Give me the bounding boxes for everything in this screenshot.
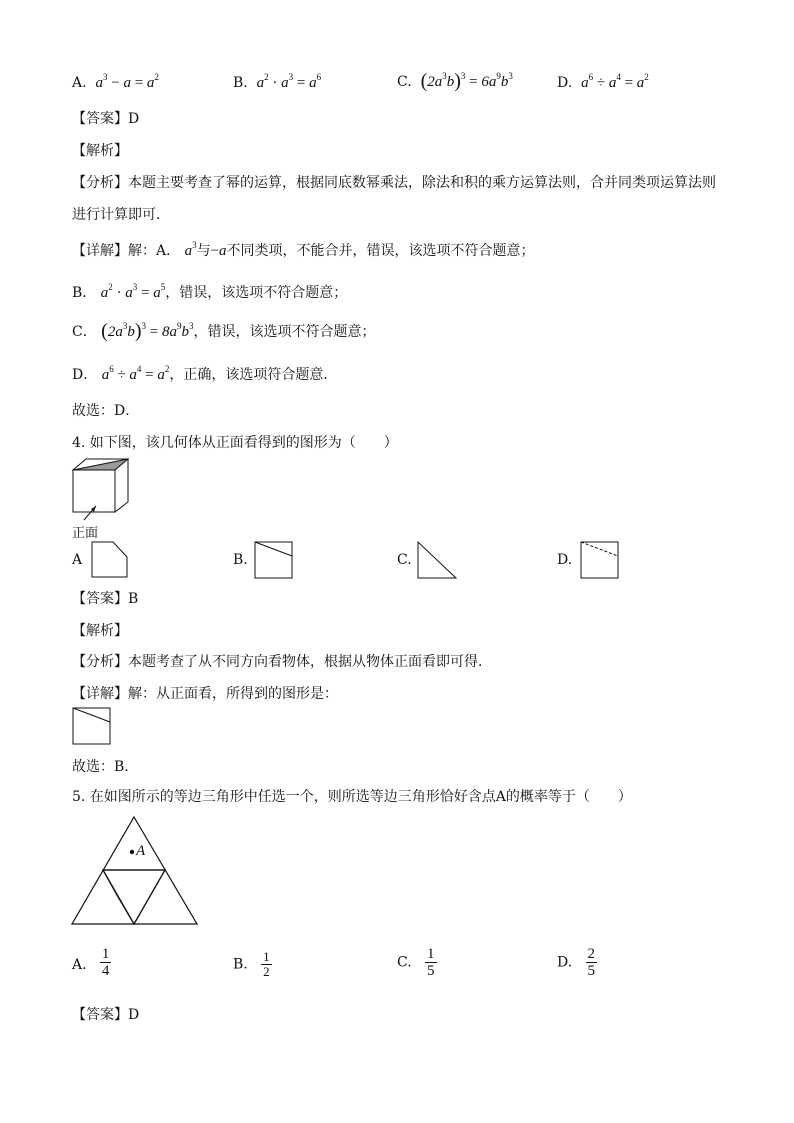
q5-option-d: D. $\frac{2}{5}$ [557, 946, 596, 979]
q3-fenxi: 【分析】本题主要考查了幂的运算，根据同底数幂乘法，除法和积的乘方运算法则，合并同类项运算法则 [72, 175, 716, 191]
q3-analysis-tag: 【解析】 [72, 143, 128, 159]
option-a-expression: $a^3 - a = a^2$ [95, 72, 159, 91]
option-b-expression: $a^2 \cdot a^3 = a^6$ [256, 72, 322, 91]
option-label: D. [557, 75, 573, 91]
q3-detail-a: 【详解】解：A． $a^3$与−a不同类项，不能合并，错误，该选项不符合题意； [72, 240, 535, 259]
q3-detail-b: B． $a^2 \cdot a^3 = a^5$，错误，该选项不符合题意； [72, 282, 348, 301]
q4-option-b-label: B. [233, 552, 248, 568]
point-a-label: A [136, 843, 146, 859]
q4-analysis-tag: 【解析】 [72, 623, 128, 639]
q3-detail-d: D． $a^6 \div a^4 = a^2$，正确，该选项符合题意． [72, 364, 338, 383]
q4-solid-figure [70, 456, 134, 526]
q4-option-d-label: D. [557, 552, 573, 568]
q5-option-b: B. $\frac{1}{2}$ [233, 949, 270, 979]
q5-stem: 5. 在如图所示的等边三角形中任选一个，则所选等边三角形恰好含点A的概率等于（ ） [72, 789, 632, 805]
q4-option-c-label: C. [397, 552, 412, 568]
q4-option-b-figure [254, 541, 294, 579]
q3-fenxi-cont: 进行计算即可． [72, 207, 170, 223]
option-c-expression: $(2a^3b)^3 = 6a^9b^3$ [420, 70, 513, 92]
q3-choose: 故选：D． [72, 403, 140, 419]
point-a-dot [130, 850, 134, 854]
option-d-expression: $a^6 \div a^4 = a^2$ [581, 72, 649, 91]
q3-option-c [397, 70, 513, 93]
q3-option-b [233, 72, 321, 92]
option-label: C. [397, 74, 412, 90]
q3-option-d [557, 72, 649, 92]
q5-answer: 【答案】D [72, 1007, 140, 1023]
q3-answer [72, 108, 139, 128]
answer-tag: 【答案】 [72, 111, 128, 127]
answer-value: D [128, 111, 140, 127]
q5-option-c: C. $\frac{1}{5}$ [397, 946, 435, 979]
option-label: B. [233, 75, 248, 91]
q4-option-a-figure [91, 541, 129, 579]
option-label: A. [72, 75, 87, 91]
q4-choose: 故选：B． [72, 759, 139, 775]
q4-answer: 【答案】B [72, 591, 139, 607]
q5-option-a: A. $\frac{1}{4}$ [72, 946, 110, 979]
q4-option-c-figure [417, 541, 459, 579]
front-label: 正面 [72, 526, 99, 541]
q4-option-a-label: A [72, 552, 83, 568]
q5-triangle-figure [71, 816, 199, 926]
q4-detail-figure [72, 707, 112, 745]
q3-detail-c: C． $(2a^3b)^3 = 8a^9b^3$，错误，该选项不符合题意； [72, 320, 376, 342]
q4-detail: 【详解】解：从正面看，所得到的图形是： [72, 686, 338, 702]
q4-stem: 4. 如下图，该几何体从正面看得到的图形为（ ） [72, 435, 398, 451]
q4-option-d-figure [580, 541, 620, 579]
q3-option-a [72, 72, 159, 92]
q4-fenxi: 【分析】本题考查了从不同方向看物体，根据从物体正面看即可得． [72, 654, 492, 670]
